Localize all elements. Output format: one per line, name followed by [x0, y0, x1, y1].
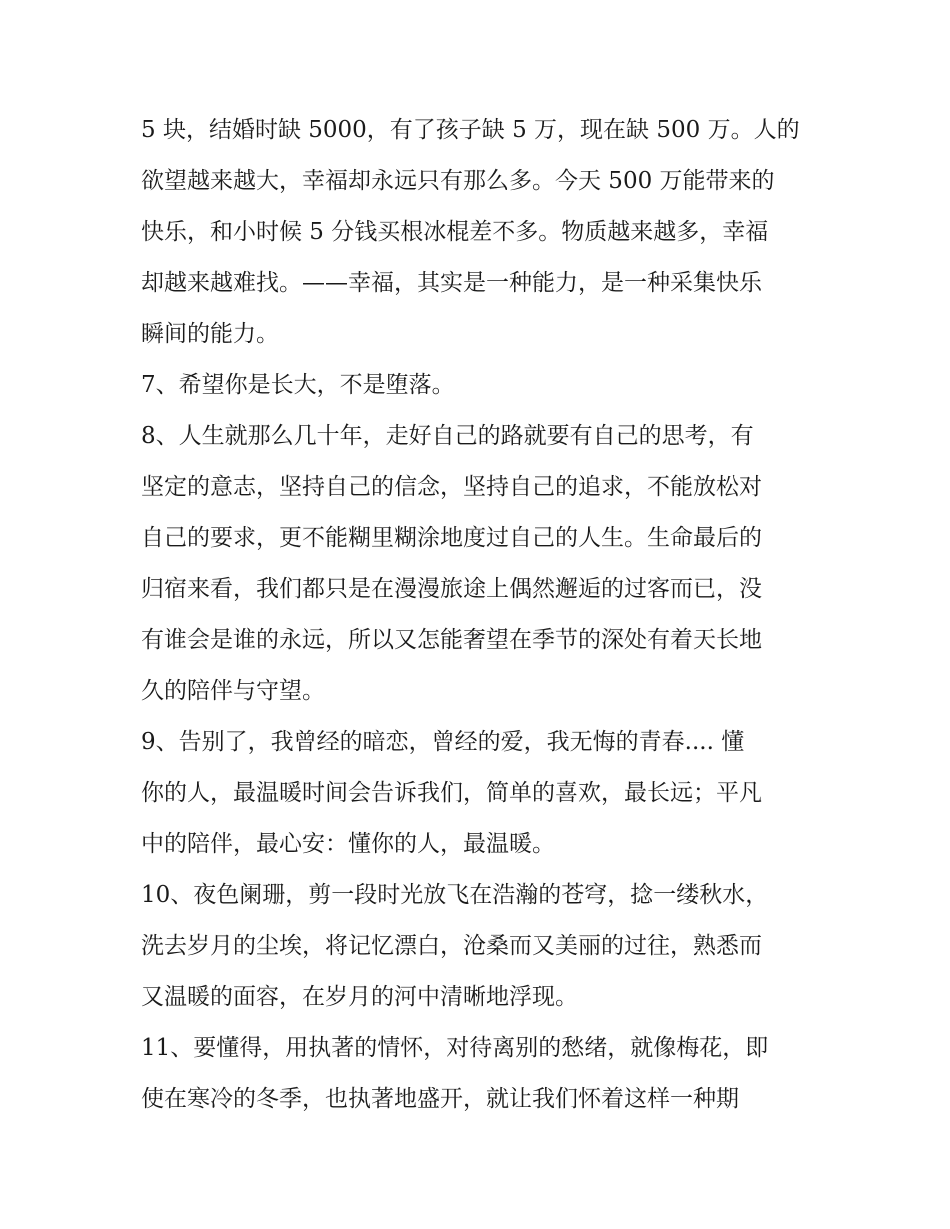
text-line: 8、人生就那么几十年，走好自己的路就要有自己的思考，有 — [141, 423, 754, 449]
text-line: 7、希望你是长大，不是堕落。 — [141, 372, 455, 398]
text-line: 归宿来看，我们都只是在漫漫旅途上偶然邂逅的过客而已，没 — [141, 576, 762, 602]
text-line: 洗去岁月的尘埃，将记忆漂白，沧桑而又美丽的过往，熟悉而 — [141, 933, 762, 959]
text-line: 欲望越来越大，幸福却永远只有那么多。今天 500 万能带来的 — [141, 168, 775, 194]
text-line: 瞬间的能力。 — [141, 321, 279, 347]
text-line: 5 块，结婚时缺 5000，有了孩子缺 5 万，现在缺 500 万。人的 — [141, 117, 800, 143]
text-line: 又温暖的面容，在岁月的河中清晰地浮现。 — [141, 984, 578, 1010]
text-line: 有谁会是谁的永远，所以又怎能奢望在季节的深处有着天长地 — [141, 627, 762, 653]
text-line: 使在寒冷的冬季，也执著地盛开，就让我们怀着这样一种期 — [141, 1086, 739, 1112]
text-line: 却越来越难找。——幸福，其实是一种能力，是一种采集快乐 — [141, 270, 762, 296]
text-line: 快乐，和小时候 5 分钱买根冰棍差不多。物质越来越多，幸福 — [141, 219, 769, 245]
body-text — [141, 108, 813, 1128]
text-line: 9、告别了，我曾经的暗恋，曾经的爱，我无悔的青春.... 懂 — [141, 729, 745, 755]
text-line: 10、夜色阑珊，剪一段时光放飞在浩瀚的苍穹，捻一缕秋水， — [141, 882, 769, 908]
text-line: 久的陪伴与守望。 — [141, 678, 325, 704]
text-line: 自己的要求，更不能糊里糊涂地度过自己的人生。生命最后的 — [141, 525, 762, 551]
text-line: 坚定的意志，坚持自己的信念，坚持自己的追求，不能放松对 — [141, 474, 762, 500]
text-line: 你的人，最温暖时间会告诉我们，简单的喜欢，最长远；平凡 — [141, 780, 762, 806]
text-line: 11、要懂得，用执著的情怀，对待离别的愁绪，就像梅花，即 — [141, 1035, 769, 1061]
text-line: 中的陪伴，最心安：懂你的人，最温暖。 — [141, 831, 555, 857]
